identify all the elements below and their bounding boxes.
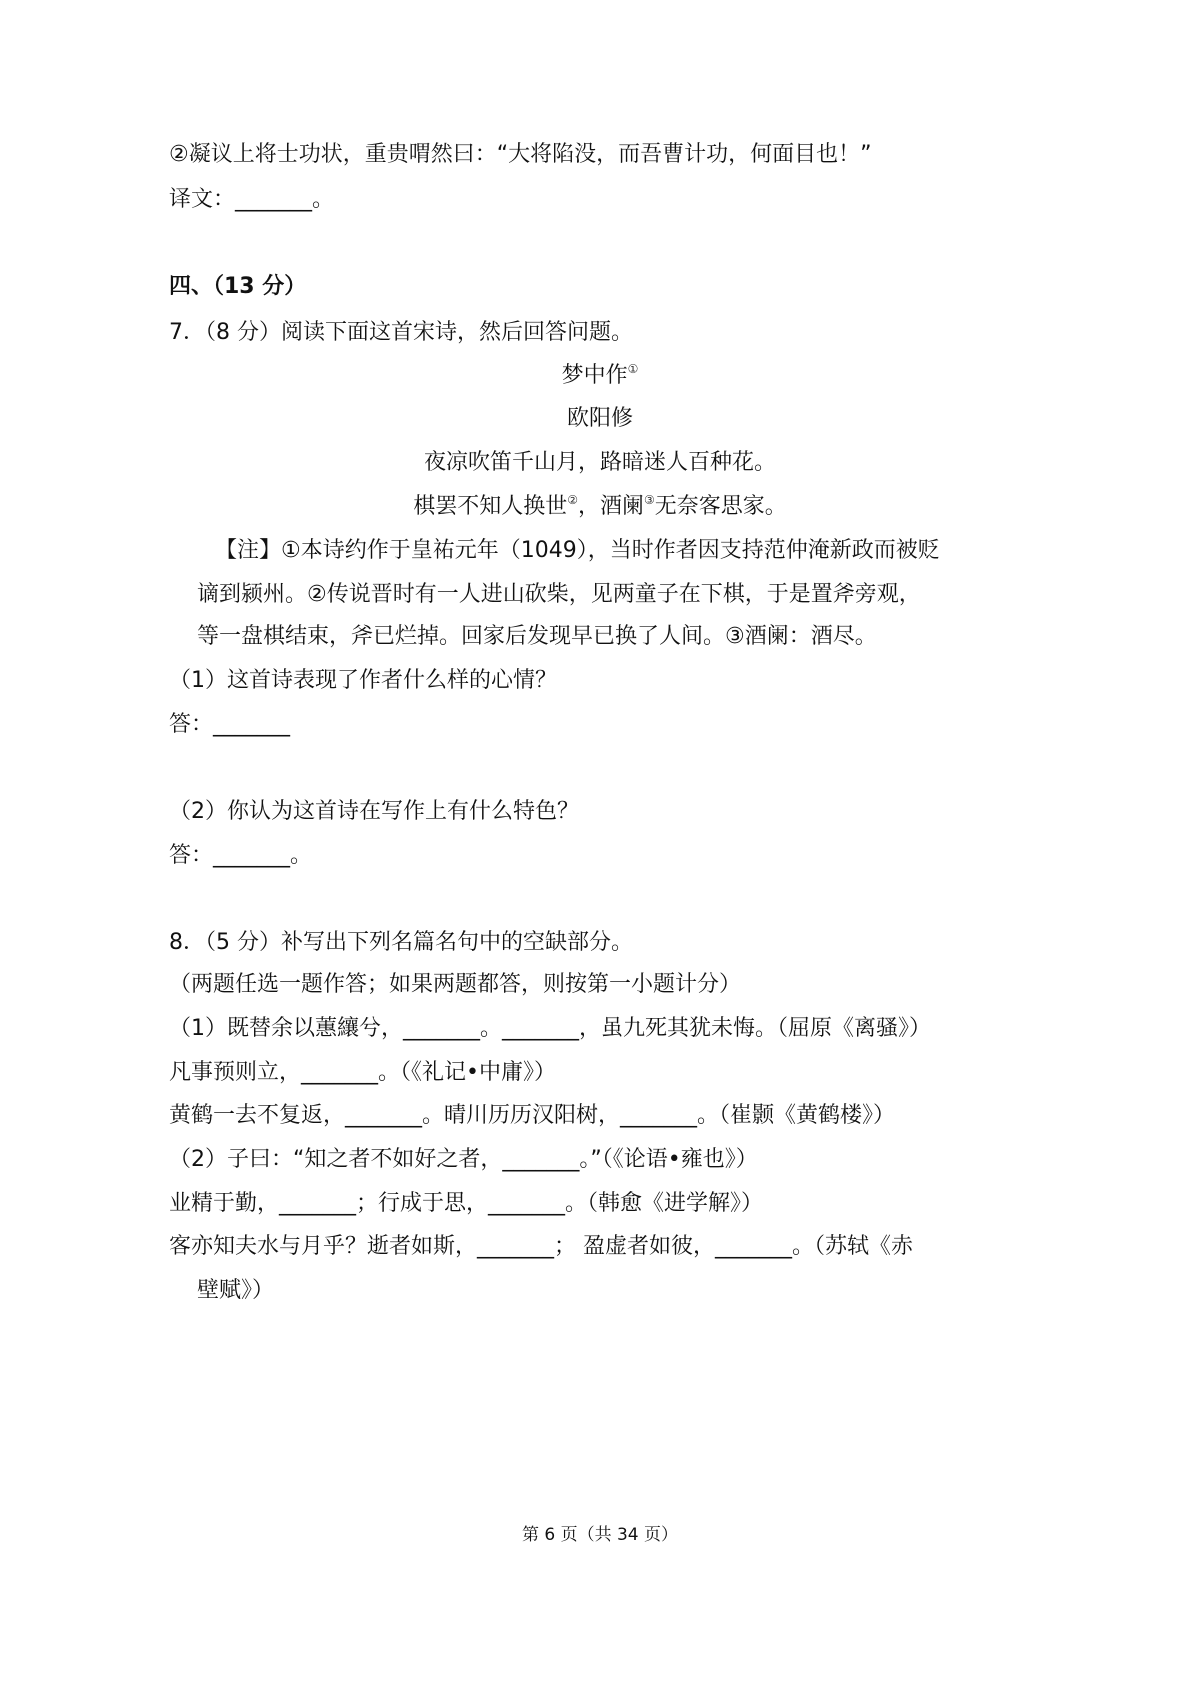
page-number-footer: 第 6 页（共 34 页） xyxy=(521,1525,679,1545)
poem-title: 梦中作① xyxy=(561,362,639,388)
q8-fill-line: 业精于勤，_______；行成于思，_______。（韩愈《进学解》） xyxy=(169,1191,764,1216)
q7-sub2-answer-blank: 答：_______。 xyxy=(169,843,313,868)
q6-translation-blank: 译文：_______。 xyxy=(169,187,335,212)
section-heading: 四、（13 分） xyxy=(169,274,307,299)
footnote-marker: ③ xyxy=(644,493,655,507)
q7-stem: 7．（8 分）阅读下面这首宋诗，然后回答问题。 xyxy=(169,320,633,345)
poem-author: 欧阳修 xyxy=(566,406,633,431)
poem-note-line: 【注】①本诗约作于皇祐元年（1049），当时作者因支持范仲淹新政而被贬 xyxy=(215,538,940,563)
q7-sub2-question: （2）你认为这首诗在写作上有什么特色？ xyxy=(169,799,579,824)
poem-line: 夜凉吹笛千山月，路暗迷人百种花。 xyxy=(423,450,776,475)
footnote-marker: ① xyxy=(627,362,639,376)
q8-stem: 8．（5 分）补写出下列名篇名句中的空缺部分。 xyxy=(169,930,633,955)
q8-instruction: （两题任选一题作答；如果两题都答，则按第一小题计分） xyxy=(169,972,742,997)
q8-fill-line: （1）既替余以蕙纕兮，_______。_______，虽九死其犹未悔。（屈原《离骚》） xyxy=(169,1016,931,1041)
q8-fill-line: （2）子曰：“知之者不如好之者，_______。”（《论语•雍也》） xyxy=(169,1147,758,1172)
q6-text-line: ②凝议上将士功状，重贵喟然曰：“大将陷没，而吾曹计功，何面目也！” xyxy=(169,142,872,167)
q8-fill-line: 壁赋》） xyxy=(197,1278,275,1303)
q8-fill-line: 凡事预则立，_______。（《礼记•中庸》） xyxy=(169,1060,556,1085)
q7-sub1-question: （1）这首诗表现了作者什么样的心情？ xyxy=(169,668,557,693)
poem-line: 棋罢不知人换世②，酒阑③无奈客思家。 xyxy=(413,493,787,519)
footnote-marker: ② xyxy=(567,493,578,507)
q8-fill-line: 客亦知夫水与月乎？逝者如斯，_______； 盈虚者如彼，_______。（苏轼《赤 xyxy=(169,1234,913,1259)
poem-note-line: 等一盘棋结束，斧已烂掉。回家后发现早已换了人间。③酒阑：酒尽。 xyxy=(197,624,877,649)
q7-sub1-answer-blank: 答：_______ xyxy=(169,712,291,737)
q8-fill-line: 黄鹤一去不复返，_______。晴川历历汉阳树，_______。（崔颢《黄鹤楼》） xyxy=(169,1103,896,1128)
poem-note-line: 谪到颍州。②传说晋时有一人进山砍柴，见两童子在下棋，于是置斧旁观， xyxy=(197,582,921,607)
